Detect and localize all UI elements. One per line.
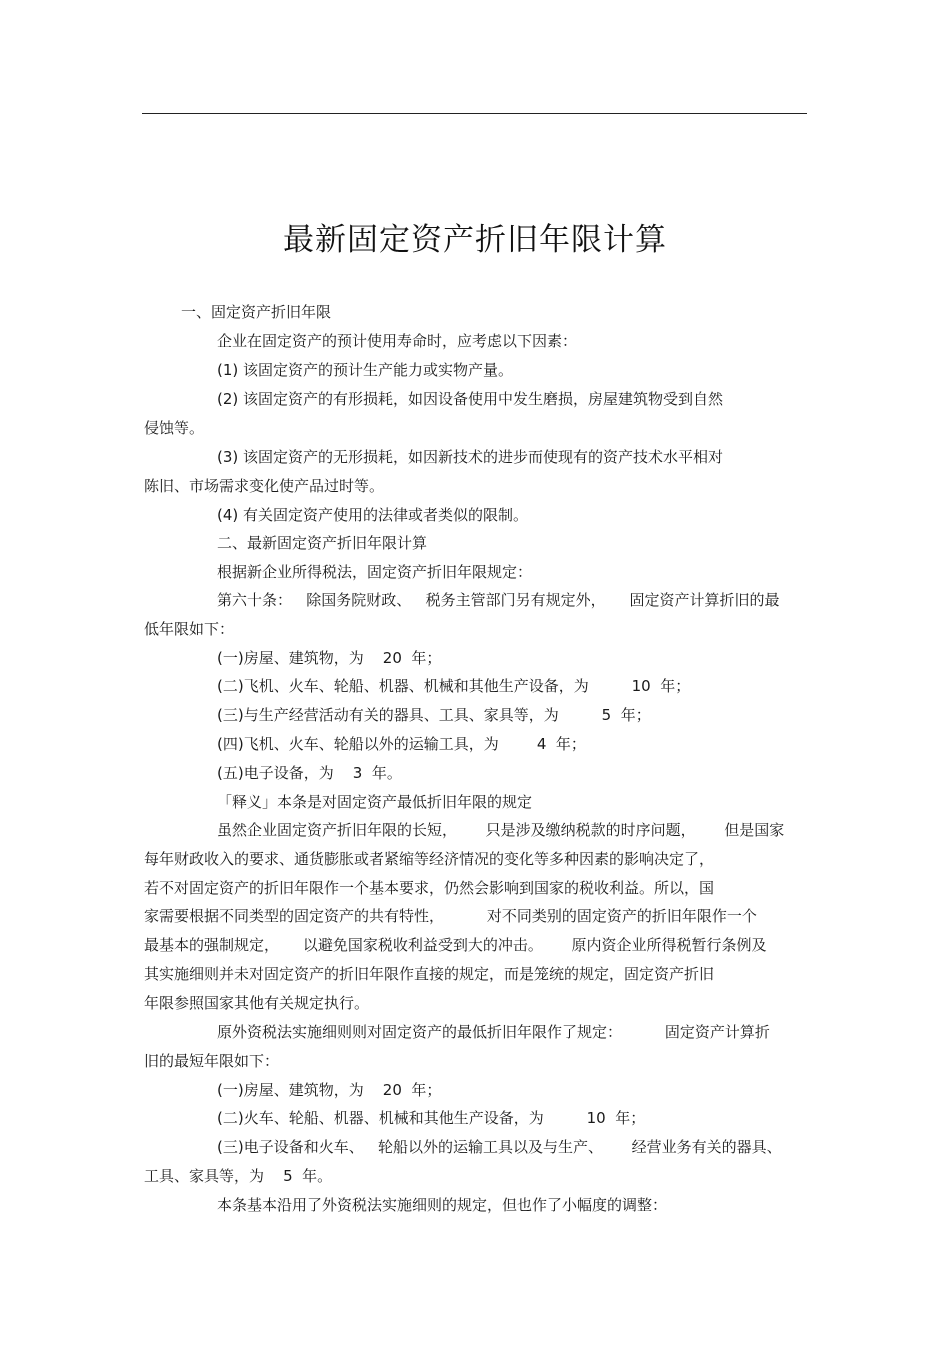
paragraph-line: 陈旧、市场需求变化使产品过时等。 [144, 477, 385, 495]
list-item: (四)飞机、火车、轮船以外的运输工具，为 4 年； [217, 735, 586, 753]
paragraph-line: 旧的最短年限如下： [144, 1052, 280, 1070]
list-item: (3) 该固定资产的无形损耗，如因新技术的进步而使现有的资产技术水平相对 [217, 448, 724, 466]
list-item: (三)与生产经营活动有关的器具、工具、家具等，为 5 年； [217, 706, 651, 724]
paragraph-line: 最基本的强制规定， 以避免国家税收利益受到大的冲击。 原内资企业所得税暂行条例及 [144, 936, 767, 954]
list-item: (三)电子设备和火车、 轮船以外的运输工具以及与生产、 经营业务有关的器具、 [217, 1138, 782, 1156]
paragraph-line: 原外资税法实施细则则对固定资产的最低折旧年限作了规定： 固定资产计算折 [217, 1023, 770, 1041]
paragraph-line: 根据新企业所得税法，固定资产折旧年限规定： [217, 563, 533, 581]
paragraph-line: 若不对固定资产的折旧年限作一个基本要求，仍然会影响到国家的税收利益。所以，国 [144, 879, 715, 897]
paragraph-line: 低年限如下： [144, 620, 235, 638]
list-item: (2) 该固定资产的有形损耗，如因设备使用中发生磨损，房屋建筑物受到自然 [217, 390, 724, 408]
document-title: 最新固定资产折旧年限计算 [283, 222, 667, 258]
paragraph-line: 家需要根据不同类型的固定资产的共有特性， 对不同类别的固定资产的折旧年限作一个 [144, 907, 757, 925]
list-item: (二)飞机、火车、轮船、机器、机械和其他生产设备，为 10 年； [217, 677, 691, 695]
paragraph-line: 侵蚀等。 [144, 419, 205, 437]
paragraph-line: 虽然企业固定资产折旧年限的长短， 只是涉及缴纳税款的时序问题， 但是国家 [217, 821, 785, 839]
list-item: (二)火车、轮船、机器、机械和其他生产设备，为 10 年； [217, 1109, 646, 1127]
list-item: (1) 该固定资产的预计生产能力或实物产量。 [217, 361, 514, 379]
list-item: (4) 有关固定资产使用的法律或者类似的限制。 [217, 506, 529, 524]
section-heading: 一、固定资产折旧年限 [181, 303, 332, 321]
list-item: (一)房屋、建筑物，为 20 年； [217, 649, 442, 667]
paragraph-line: 企业在固定资产的预计使用寿命时，应考虑以下因素： [217, 332, 578, 350]
header-rule [142, 113, 807, 114]
section-heading: 二、最新固定资产折旧年限计算 [217, 534, 428, 552]
list-item: (五)电子设备，为 3 年。 [217, 764, 402, 782]
paragraph-line: 其实施细则并未对固定资产的折旧年限作直接的规定，而是笼统的规定，固定资产折旧 [144, 965, 715, 983]
paragraph-line: 每年财政收入的要求、通货膨胀或者紧缩等经济情况的变化等多种因素的影响决定了， [144, 850, 715, 868]
list-item: (一)房屋、建筑物，为 20 年； [217, 1081, 442, 1099]
paragraph-line: 年限参照国家其他有关规定执行。 [144, 994, 370, 1012]
paragraph-line: 工具、家具等，为 5 年。 [144, 1167, 333, 1185]
paragraph-line: 第六十条： 除国务院财政、 税务主管部门另有规定外， 固定资产计算折旧的最 [217, 591, 780, 609]
paragraph-line: 本条基本沿用了外资税法实施细则的规定，但也作了小幅度的调整： [217, 1196, 668, 1214]
paragraph-line: 「释义」本条是对固定资产最低折旧年限的规定 [217, 793, 533, 811]
